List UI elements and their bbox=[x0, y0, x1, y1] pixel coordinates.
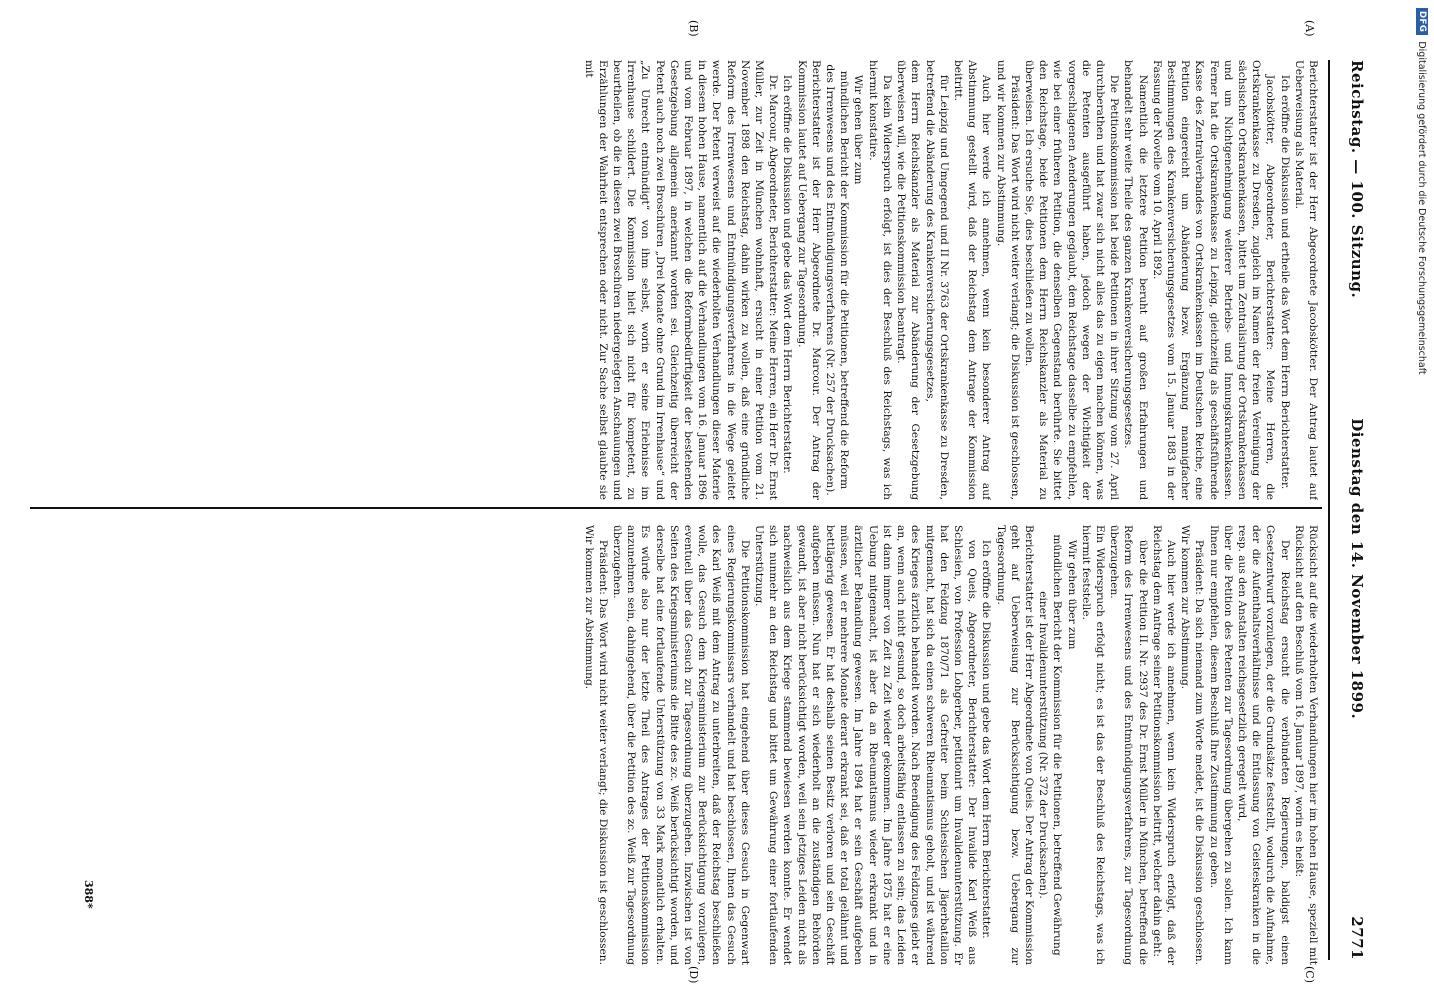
header-date: Dienstag den 14. November 1899. bbox=[1348, 418, 1366, 720]
paragraph: Namentlich die letztere Petition beruht auf großen Erfahrungen und behandelt sehr weite Theile des ganzen Krankenversicherungsgesetzes. bbox=[1122, 60, 1149, 500]
paragraph: Die Petitionskommission hat beide Petitionen in ihrer Sitzung vom 27. April durchberathen und hat zwar sich nicht alles das zu eigen machen können, was die Petenten ausgeführt haben, jedoch wegen der Wichtigkeit der vorgeschlagenen Aenderungen geglaubt, dem Reichstage dasselbe zu empfehlen, wie bei einer früheren Petition, die denselben Gegenstand berührte. Sie bittet den Reichstage, beide Petitionen dem Herrn Reichskanzler als Material zu überweisen. Ich ersuche Sie, dies beschließen zu wollen. bbox=[1022, 60, 1121, 500]
header-rule bbox=[1328, 60, 1330, 960]
paragraph: Dr. Marcour, Abgeordneter, Berichterstatter: Meine Herren, ein Herr Dr. Ernst Müller, zur Zeit in München wohnhaft, ersucht in einer Petition vom 21. November 1898 den Reichstag, dahin wirken zu wollen, daß eine gründliche Reform des Irrenwesens und Entmündigungsverfahrens in die Wege geleitet werde. Der Petent verweist auf die wiederholten Verhandlungen dieser Materie in diesem hohen Hause, namentlich auf die Verhandlungen vom 16. Januar 1896 und vom Februar 1897, in welchen die Reformbedürftigkeit der bestehenden Gesetzgebung allgemein anerkannt worden sei. Gleichzeitig überreicht der Petent auch noch zwei Broschüren „Drei Monate ohne Grund im Irrenhause“ und „Zu Unrecht entmündigt“ von ihm selbst, worin er seine Erlebnisse im Irrenhause schildert. Die Kommission hielt sich nicht für kompetent, zu beurtheilen, ob die in diesen zwei Broschüren niedergelegten Anschauungen und Erzählungen der Wahrheit entsprechen oder nicht. Zur Sache selbst glaubte sie mit bbox=[582, 60, 780, 500]
margin-marker-b: (B) bbox=[687, 20, 700, 37]
paragraph: über die Petition II. Nr. 2937 des Dr. Ernst Müller in München, betreffend die Reform des Irrenwesens und des Entmündigungsverfahrens, zur Tagesordnung überzugehen. bbox=[1108, 525, 1149, 965]
page-number: 2771 bbox=[1348, 916, 1366, 960]
paragraph: mündlichen Bericht der Kommission für die Petitionen, betreffend die Reform des Irrenwesens und des Entmündigungsverfahrens (Nr. 257 der Drucksachen). bbox=[824, 64, 851, 496]
paragraph: Präsident: Das Wort wird nicht weiter verlangt; die Diskussion ist geschlossen. Wir kommen zur Abstimmung. bbox=[582, 525, 609, 965]
margin-marker-a: (A) bbox=[1303, 20, 1316, 37]
column-divider bbox=[30, 507, 1322, 509]
paragraph: Wir gehen über zum bbox=[1065, 539, 1078, 650]
paragraph: Der Reichstag ersucht die verbündeten Regierungen, baldigst einen Gesetzentwurf vorzulegen, der die Grundsätze feststellt, wodurch die Aufnahme, der die Aufenthaltsverhältnisse und die Entlassung von Geisteskranken in die resp. aus den Anstalten reichsgesetzlich geregelt wird, bbox=[1235, 525, 1291, 965]
paragraph: Da kein Widerspruch erfolgt, ist dies der Beschluß des Reichstags, was ich hiermit konstatire. bbox=[866, 60, 893, 500]
paragraph: Präsident: Da sich niemand zum Worte meldet, ist die Diskussion geschlossen. Wir kommen zur Abstimmung. bbox=[1179, 525, 1206, 965]
paragraph: Ein Widerspruch erfolgt nicht; es ist das der Beschluß des Reichstags, was ich hiermit feststelle. bbox=[1079, 525, 1106, 965]
paragraph: Berichterstatter ist der Herr Abgeordnete Dr. Marcour. Der Antrag der Kommission lautet auf Uebergang zur Tagesordnung. bbox=[795, 60, 822, 500]
paragraph: Die Petitionskommission hat eingehend über dieses Gesuch in Gegenwart eines Regierungskommissars verhandelt und hat beschlossen, Ihnen das Gesuch des Karl Weiß mit dem Antrag zu unterbreiten, daß der Reichstag beschließen wolle, das Gesuch dem Kriegsministerium zur Berücksichtigung vorzulegen, eventuell über das Gesuch zur Tagesordnung überzugehen. Inzwischen ist von Seiten des Kriegsministeriums die Bitte des zc. Weiß berücksichtigt worden, und derselbe hat eine fortlaufende Unterstützung von 33 Mark monatlich erhalten. Es würde also nur der letzte Theil des Antrages der Petitionskommission anzunehmen sein, dahingehend, über die Petition des zc. Weiß zur Tagesordnung überzugehen. bbox=[611, 525, 751, 965]
sheet-signature: 388* bbox=[82, 880, 95, 909]
paragraph: mündlichen Bericht der Kommission für die Petitionen, betreffend Gewährung einer Invalidenunterstützung (Nr. 372 der Drucksachen). bbox=[1037, 534, 1064, 956]
paragraph: Ich eröffne die Diskussion und gebe das Wort dem Herrn Berichterstatter. bbox=[980, 539, 993, 939]
paragraph: Ich eröffne die Diskussion und ertheile das Wort dem Herrn Berichterstatter. bbox=[1278, 74, 1291, 490]
paragraph: Ich eröffne die Diskussion und gebe das Wort dem Herrn Berichterstatter. bbox=[781, 74, 794, 474]
page-header bbox=[1334, 0, 1380, 1000]
digitization-note-text: Digitalisierung gefördert durch die Deutsche Forschungsgemeinschaft bbox=[1416, 41, 1428, 375]
margin-marker-c: (C) bbox=[1303, 966, 1316, 983]
paragraph: von Queis, Abgeordneter, Berichterstatter: Der Invalide Karl Weiß aus Schlesien, von Profession Lohgerber, petitionirt um Invalidenunterstützung. Er hat den Feldzug 1870/71 als Gefreiter beim Schlesischen Jägerbataillon mitgemacht, hat sich da einen schweren Rheumatismus geholt, und ist während des Krieges ärztlich behandelt worden. Nach Beendigung des Feldzuges giebt er an, wenn auch nicht gesund, so doch arbeitsfähig entlassen zu sein; das Leiden ist dann immer von Zeit zu Zeit wieder gekommen. Im Jahre 1875 hat er eine Uebung mitgemacht, ist aber da an Rheumatismus wieder erkrankt und in ärztlicher Behandlung gewesen. Im Jahre 1894 hat er sein Geschäft aufgeben müssen, weil er mehrere Monate derart erkrankt sei, daß er total gelähmt und bettlägerig gewesen. Er hat deshalb seinen Besitz verloren und sein Geschäft aufgeben müssen. Nun hat er sich wiederholt an die zuständigen Behörden gewandt, ist aber nicht berücksichtigt worden, weil sein jetziges Leiden nicht als nachweislich aus dem Kriege stammend bewiesen werden konnte. Er wendet sich nunmehr an den Reichstag und bittet um Gewährung einer fortlaufenden Unterstützung. bbox=[753, 525, 979, 965]
paragraph: Rücksicht auf die wiederholten Verhandlungen hier im hohen Hause, speziell mit Rücksicht auf den Beschluß vom 16. Januar 1897, worin es heißt: bbox=[1292, 525, 1319, 965]
digitization-note bbox=[1416, 8, 1428, 998]
paragraph: für Leipzig und Umgegend und II Nr. 3763 der Ortskrankenkasse zu Dresden, betreffend die Abänderung des Krankenversicherungsgesetzes, bbox=[923, 60, 950, 500]
dfg-logo: DFG bbox=[1416, 8, 1428, 35]
margin-marker-d: (D) bbox=[687, 966, 700, 984]
paragraph: Wir gehen über zum bbox=[852, 74, 865, 185]
right-column bbox=[20, 525, 1320, 965]
paragraph: Jacobskötter, Abgeordneter, Berichterstatter: Meine Herren, die Ortskrankenkasse zu Dresden, zugleich im Namen der freien Vereinigung der sächsischen Ortskrankenkassen, bittet um Zentralisirung der Ortskrankenkassen und um Nichtgenehmigung weiterer Betriebs- und Innungskrankenkassen. Ferner hat die Ortskrankenkasse zu Leipzig, gleichzeitig als geschäftsführende Kasse des Zentralverbandes von Ortskrankenkassen im Deutschen Reiche, eine Petition eingereicht um Abänderung bezw. Ergänzung mannigfacher Bestimmungen des Krankenversicherungsgesetzes vom 15. Januar 1883 in der Fassung der Novelle vom 10. April 1892. bbox=[1150, 60, 1277, 500]
header-session-title: Reichstag. — 100. Sitzung. bbox=[1348, 60, 1366, 299]
paragraph: Auch hier werde ich annehmen, wenn kein Widerspruch erfolgt, daß der Reichstag dem Antrage seiner Petitionskommission beitritt, welcher dahin geht: bbox=[1150, 525, 1177, 965]
paragraph: Berichterstatter ist der Herr Abgeordnete Jacobskötter. Der Antrag lautet auf Ueberweisung als Material. bbox=[1292, 60, 1319, 500]
left-column bbox=[20, 60, 1320, 500]
paragraph: Auch hier werde ich annehmen, wenn kein besonderer Antrag auf Abstimmung gestellt wird, daß der Reichstag dem Antrage der Kommission beitritt. bbox=[951, 60, 993, 500]
paragraph: über die Petition des Petenten zur Tagesordnung übergehen zu sollen. Ich kann Ihnen nur empfehlen, diesem Beschluß Ihre Zustimmung zu geben. bbox=[1207, 525, 1234, 965]
paragraph: dem Herrn Reichskanzler als Material zur Abänderung der Gesetzgebung überweisen will, wie die Petitionskommission beantragt. bbox=[895, 60, 922, 500]
paragraph: Berichterstatter ist der Herr Abgeordnete von Queis. Der Antrag der Kommission geht auf Ueberweisung zur Berücksichtigung bezw. Uebergang zur Tagesordnung. bbox=[994, 525, 1035, 965]
paragraph: Präsident: Das Wort wird nicht weiter verlangt; die Diskussion ist geschlossen, und wir kommen zur Abstimmung. bbox=[994, 60, 1021, 500]
